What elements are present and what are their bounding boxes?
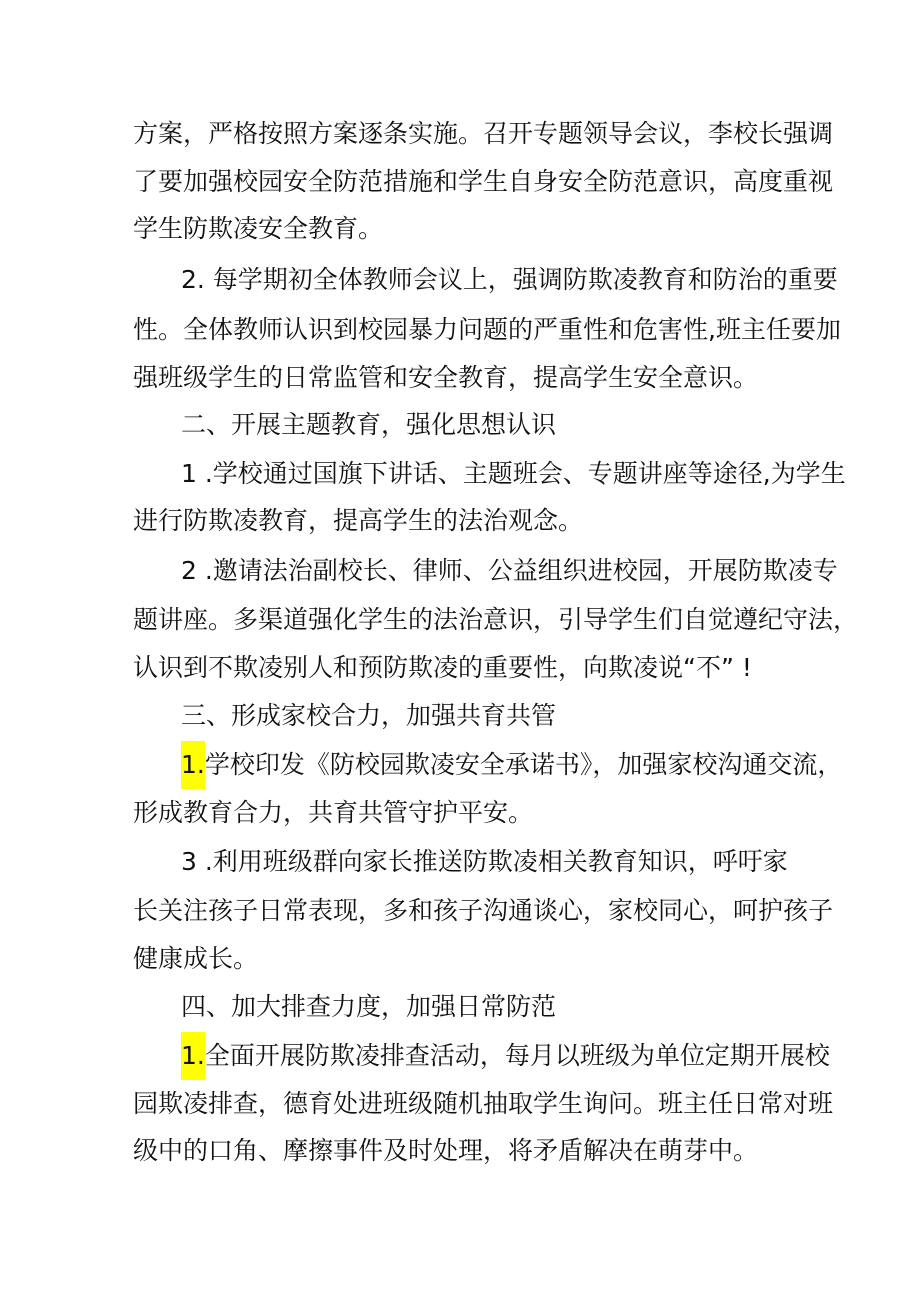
text-line: 学生防欺凌安全教育。 [133,214,384,243]
text-line: 2 .邀请法治副校长、律师、公益组织进校园，开展防欺凌专 [181,556,838,585]
text-line: 级中的口角、摩擦事件及时处理，将矛盾解决在萌芽中。 [133,1136,759,1165]
text-line: 性。全体教师认识到校园暴力问题的严重性和危害性,班主任要加 [133,315,841,344]
text-line: 进行防欺凌教育，提高学生的法治观念。 [133,506,584,535]
section-heading: 二、开展主题教育，强化思想认识 [181,410,557,439]
text-line-content: 全面开展防欺凌排查活动，每月以班级为单位定期开展校 [204,1041,830,1070]
text-line-content: 学校印发《防校园欺凌安全承诺书》，加强家校沟通交流， [204,750,843,779]
section-heading: 四、加大排查力度，加强日常防范 [181,992,557,1021]
section-heading: 三、形成家校合力，加强共育共管 [181,701,557,730]
text-line: 形成教育合力，共育共管守护平安。 [133,798,534,827]
text-line: 1 .学校通过国旗下讲话、主题班会、专题讲座等途径,为学生 [181,459,846,488]
text-line: 强班级学生的日常监管和安全教育，提高学生安全意识。 [133,363,759,392]
text-line: 题讲座。多渠道强化学生的法治意识，引导学生们自觉遵纪守法， [133,605,859,634]
text-line: 认识到不欺凌别人和预防欺凌的重要性，向欺凌说“不” ! [133,653,752,682]
text-line: 了要加强校园安全防范措施和学生自身安全防范意识，高度重视 [133,167,834,196]
text-line: 长关注孩子日常表现，多和孩子沟通谈心，家校同心，呵护孩子 [133,896,834,925]
text-line: 健康成长。 [133,944,259,973]
text-line [181,741,842,789]
text-line: 方案，严格按照方案逐条实施。召开专题领导会议，李校长强调 [133,119,834,148]
text-line: 园欺凌排查，德育处进班级随机抽取学生询问。班主任日常对班 [133,1089,834,1118]
text-line: 2. 每学期初全体教师会议上，强调防欺凌教育和防治的重要 [181,265,838,294]
highlighted-list-marker: 1. [181,1032,205,1080]
highlighted-list-marker: 1. [181,741,205,789]
text-line: 3 .利用班级群向家长推送防欺凌相关教育知识，呼吁家 [181,847,788,876]
text-line [181,1032,830,1080]
